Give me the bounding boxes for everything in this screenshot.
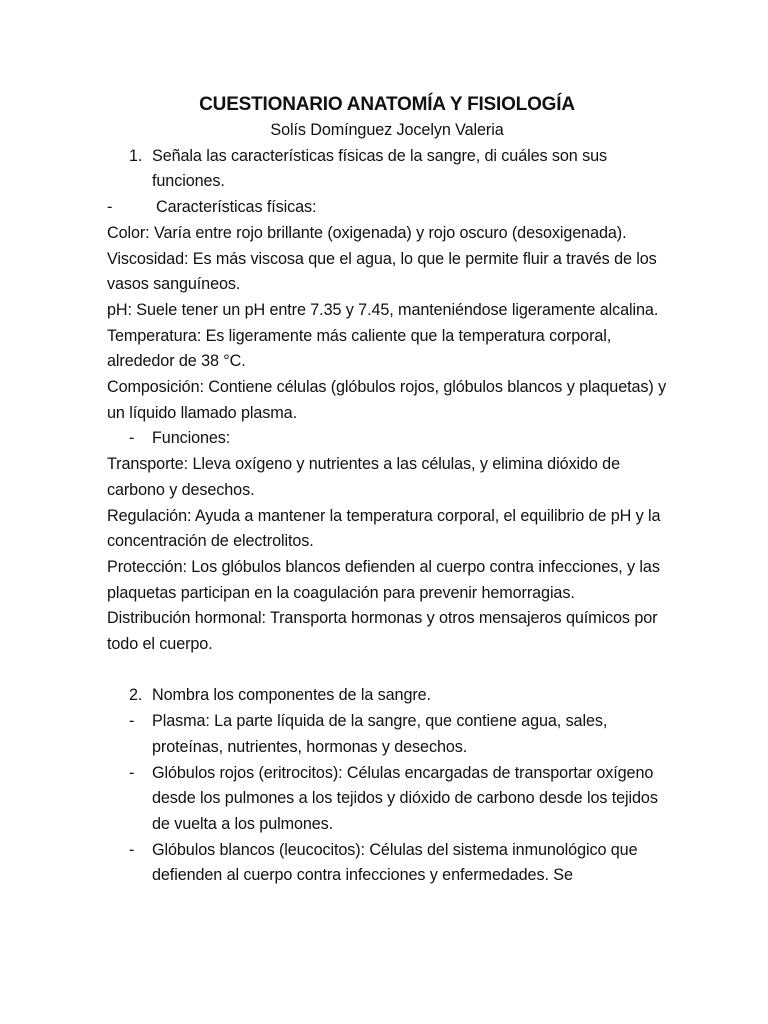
functions-heading-text: Funciones: — [152, 429, 231, 448]
functions-heading — [107, 426, 667, 452]
component-item-white-cells — [107, 838, 667, 889]
question-2-number: 2. — [129, 686, 143, 705]
physical-item-temperature: Temperatura: Es ligeramente más caliente que la temperatura corporal, alrededor de 38 °C. — [107, 326, 612, 371]
component-item-red-cells — [107, 761, 667, 838]
function-item-regulation: Regulación: Ayuda a mantener la temperatura corporal, el equilibrio de pH y la concentración de electrolitos. — [107, 506, 661, 551]
physical-item-composition: Composición: Contiene células (glóbulos rojos, glóbulos blancos y plaquetas) y un líquido llamado plasma. — [107, 378, 667, 422]
question-1-text: Señala las características físicas de la sangre, di cuáles son sus funciones. — [152, 146, 607, 191]
question-1 — [107, 144, 667, 195]
paragraph-gap — [107, 658, 667, 684]
document-page — [107, 92, 667, 889]
component-item-plasma — [107, 709, 667, 760]
component-item-dash: - — [129, 712, 135, 731]
question-1-number: 1. — [129, 146, 143, 165]
physical-item-viscosity: Viscosidad: Es más viscosa que el agua, lo que le permite fluir a través de los vasos sanguíneos. — [107, 249, 657, 294]
physical-item-color: Color: Varía entre rojo brillante (oxigenada) y rojo oscuro (desoxigenada). — [107, 223, 627, 242]
physical-heading — [107, 195, 667, 221]
question-2 — [107, 683, 667, 709]
function-item-hormonal: Distribución hormonal: Transporta hormonas y otros mensajeros químicos por todo el cuerpo. — [107, 609, 658, 654]
physical-item-ph: pH: Suele tener un pH entre 7.35 y 7.45, manteniéndose ligeramente alcalina. — [107, 300, 659, 319]
physical-heading-dash: - — [107, 198, 113, 217]
component-item-text: Glóbulos rojos (eritrocitos): Células encargadas de transportar oxígeno desde los pulmones a los tejidos y dióxido de carbono desde los tejidos de vuelta a los pulmones. — [152, 763, 658, 833]
function-item-transport: Transporte: Lleva oxígeno y nutrientes a las células, y elimina dióxido de carbono y desechos. — [107, 455, 620, 499]
functions-heading-dash: - — [129, 429, 135, 448]
component-item-text: Glóbulos blancos (leucocitos): Células del sistema inmunológico que defienden al cuerpo contra infecciones y enfermedades. Se — [152, 840, 638, 885]
document-title: CUESTIONARIO ANATOMÍA Y FISIOLOGÍA — [199, 94, 575, 115]
component-item-text: Plasma: La parte líquida de la sangre, que contiene agua, sales, proteínas, nutrientes, hormonas y desechos. — [152, 712, 608, 756]
component-item-dash: - — [129, 763, 135, 782]
question-2-text: Nombra los componentes de la sangre. — [152, 686, 431, 705]
component-item-dash: - — [129, 840, 135, 859]
author-name: Solís Domínguez Jocelyn Valeria — [270, 121, 504, 139]
physical-heading-text: Características físicas: — [156, 198, 317, 217]
function-item-protection: Protección: Los glóbulos blancos defienden al cuerpo contra infecciones, y las plaquetas participan en la coagulación para prevenir hemorragias. — [107, 557, 660, 602]
